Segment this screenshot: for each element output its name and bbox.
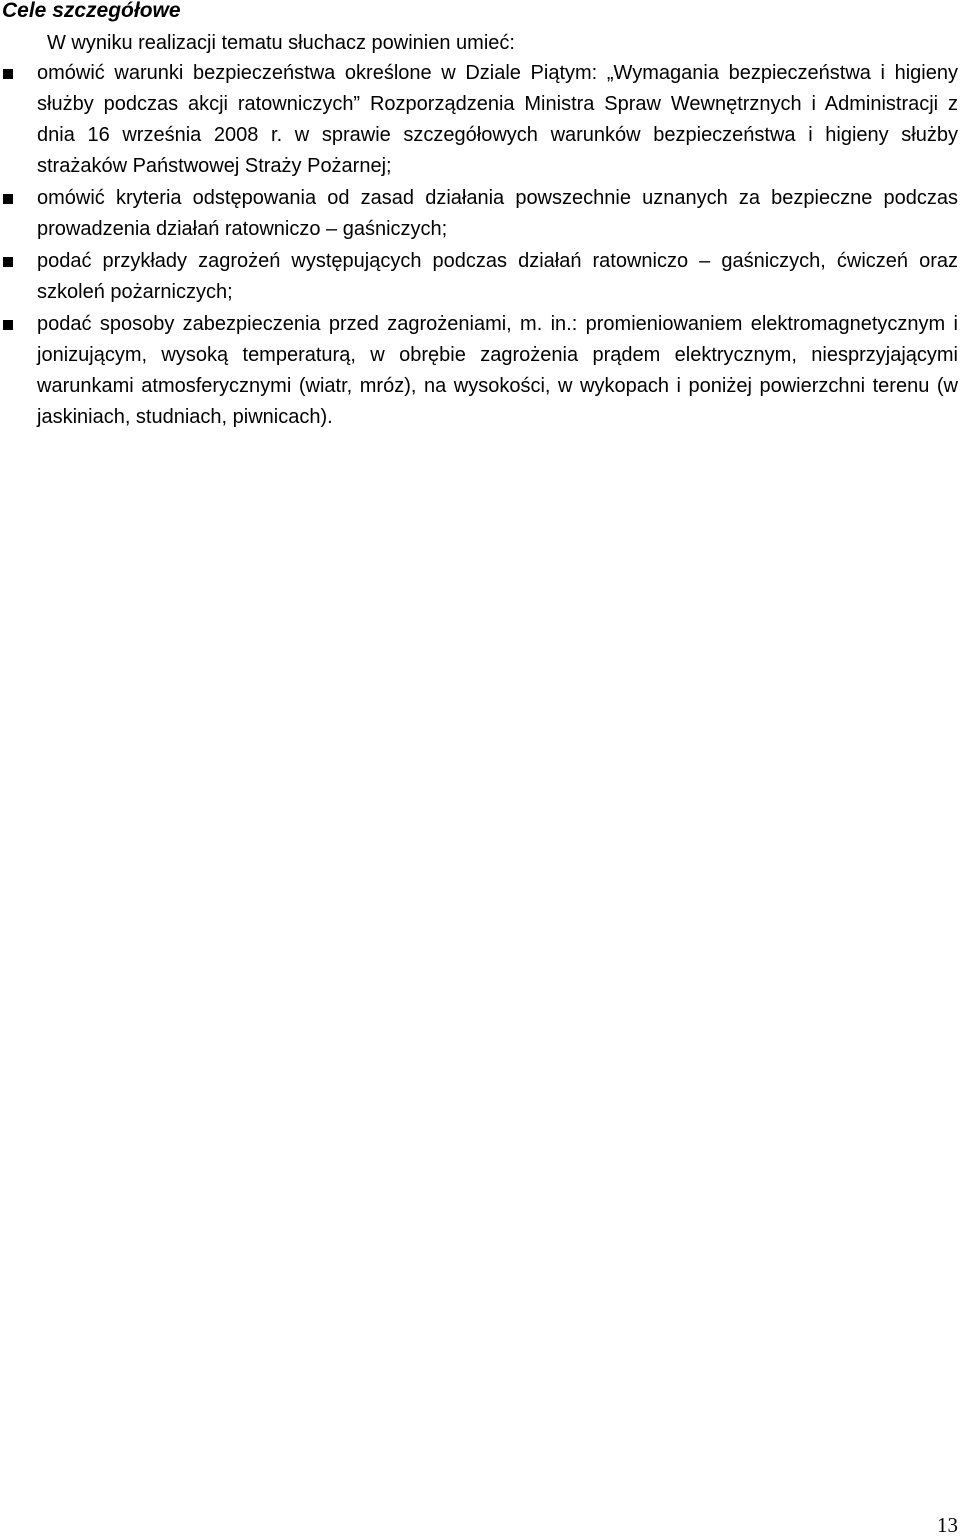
list-item — [0, 183, 960, 245]
list-item-text: omówić kryteria odstępowania od zasad działania powszechnie uznanych za bezpieczne podczas prowadzenia działań ratowniczo – gaśniczych; — [37, 187, 958, 240]
square-bullet-icon — [3, 320, 13, 330]
list-item — [0, 58, 960, 182]
page-number: 13 — [937, 1513, 958, 1537]
list-item-text: omówić warunki bezpieczeństwa określone w Dziale Piątym: „Wymagania bezpieczeństwa i higieny służby podczas akcji ratowniczych” Rozporządzenia Ministra Spraw Wewnętrznych i Administracji z dnia 16 września 2008 r. w sprawie szczegółowych warunków bezpieczeństwa i higieny służby strażaków Państwowej Straży Pożarnej; — [37, 62, 958, 177]
square-bullet-icon — [3, 257, 13, 267]
list-item-text: podać przykłady zagrożeń występujących podczas działań ratowniczo – gaśniczych, ćwiczeń oraz szkoleń pożarniczych; — [37, 250, 958, 303]
section-heading: Cele szczegółowe — [2, 0, 181, 22]
square-bullet-icon — [3, 69, 13, 79]
list-item-text: podać sposoby zabezpieczenia przed zagrożeniami, m. in.: promieniowaniem elektromagnetycznym i jonizującym, wysoką temperaturą, w obrębie zagrożenia prądem elektrycznym, niesprzyjającymi warunkami atmosferycznymi (wiatr, mróz), na wysokości, w wykopach i poniżej powierzchni terenu (w jaskiniach, studniach, piwnicach). — [37, 313, 958, 428]
intro-text: W wyniku realizacji tematu słuchacz powinien umieć: — [47, 32, 515, 54]
list-item — [0, 246, 960, 308]
list-item — [0, 309, 960, 433]
objectives-list — [0, 58, 960, 434]
square-bullet-icon — [3, 194, 13, 204]
